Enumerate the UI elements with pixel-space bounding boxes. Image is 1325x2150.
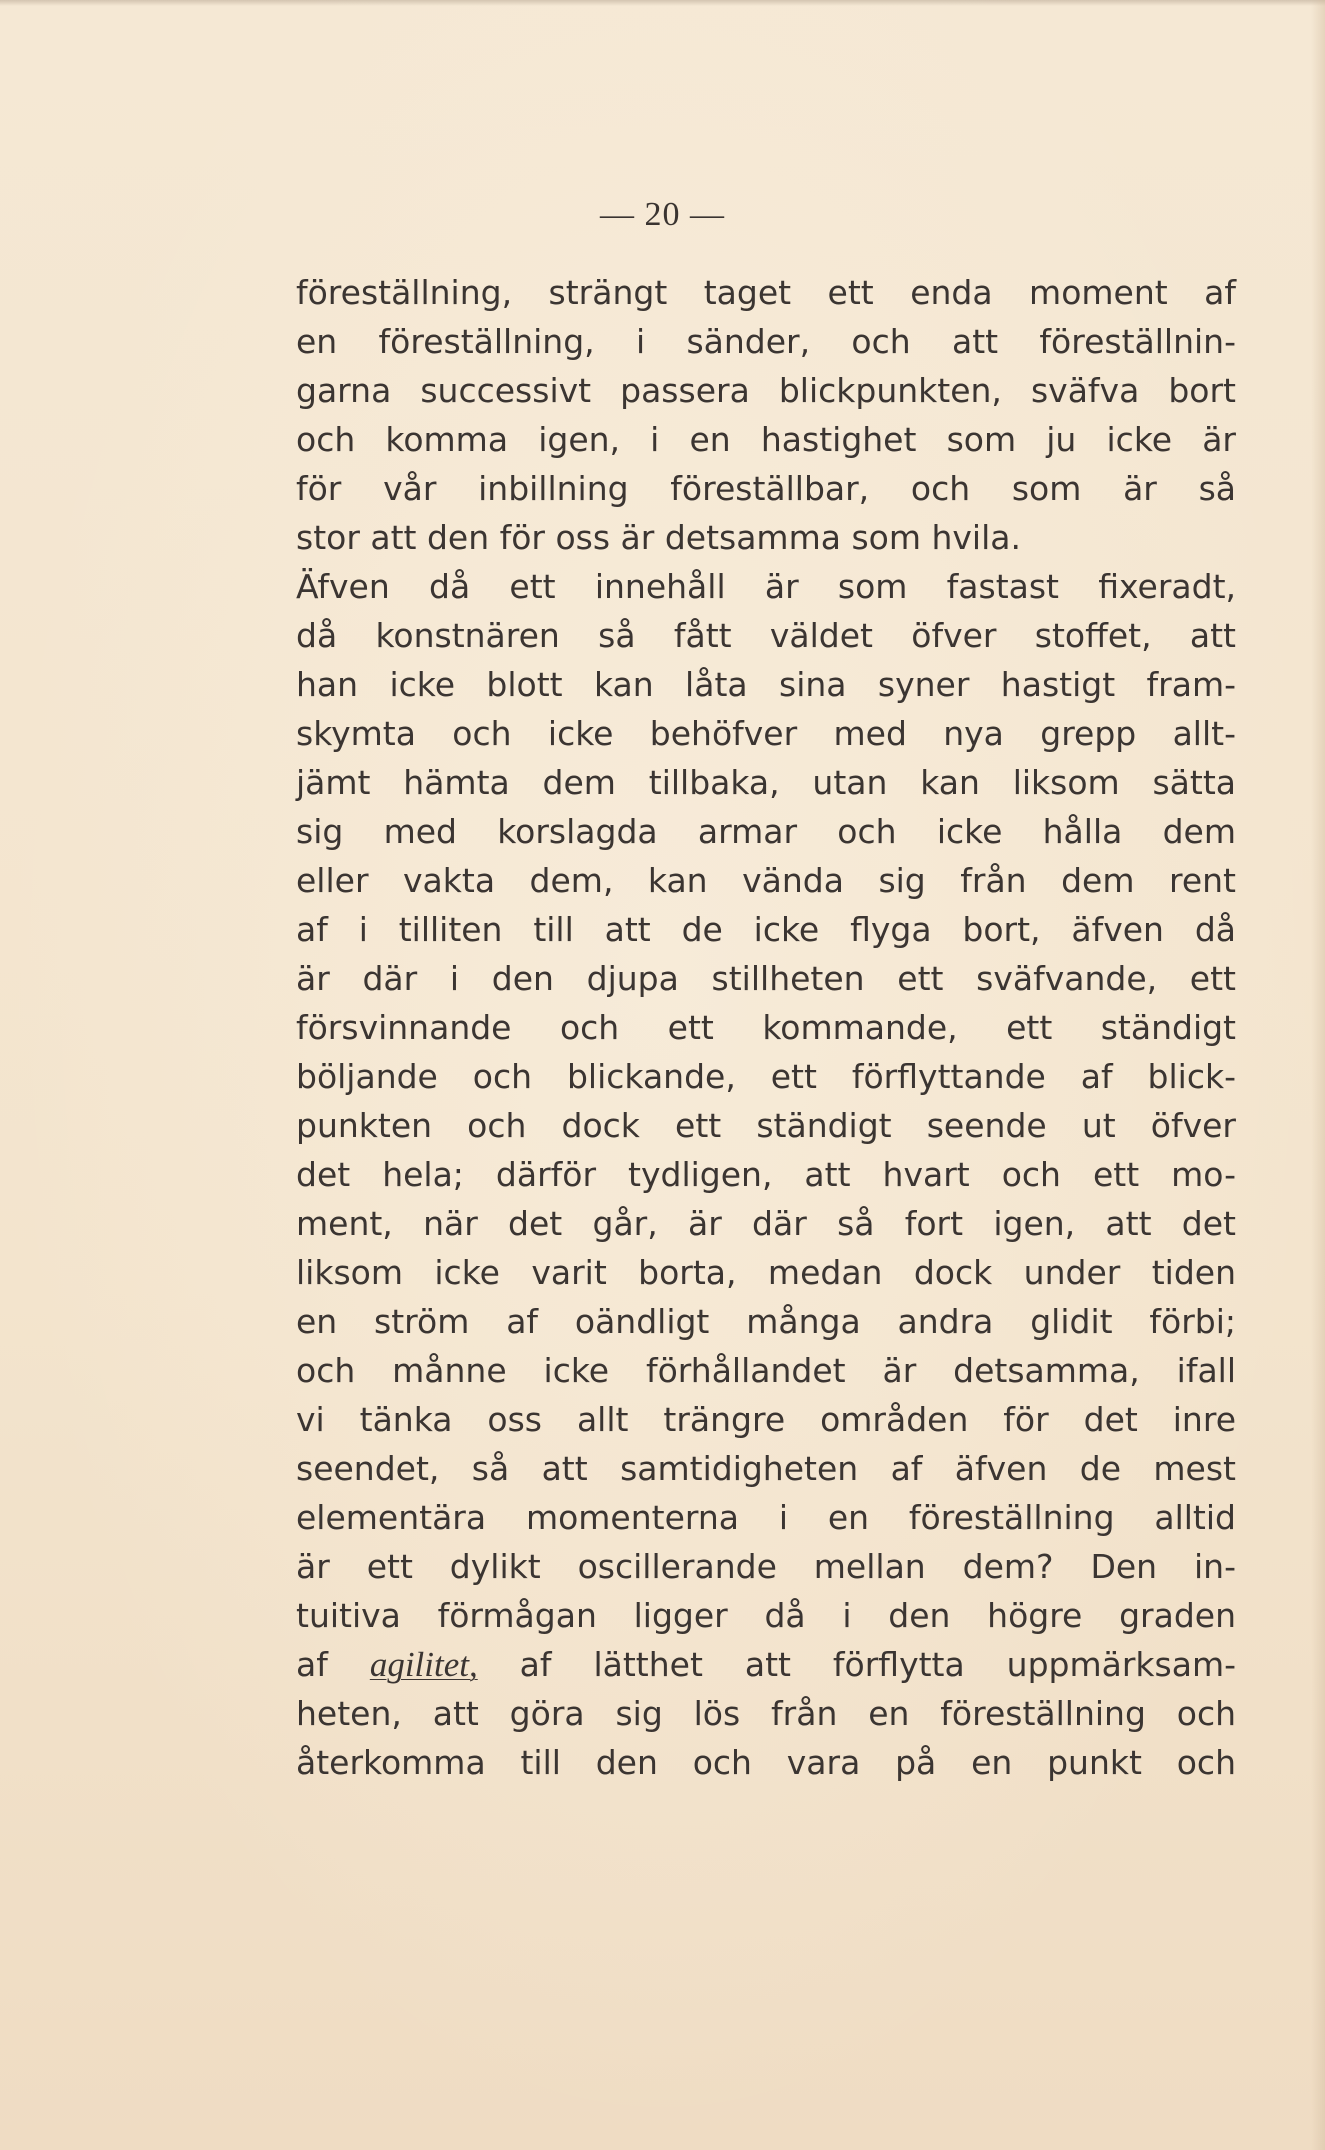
text-line: föreställning, strängt taget ett enda moment af bbox=[296, 273, 1236, 312]
text-line: ment, när det går, är där så fort igen, att det bbox=[296, 1204, 1236, 1243]
text-line: en föreställning, i sänder, och att föreställnin- bbox=[296, 322, 1236, 361]
text-line: eller vakta dem, kan vända sig från dem rent bbox=[296, 861, 1236, 900]
text-line: en ström af oändligt många andra glidit förbi; bbox=[296, 1302, 1236, 1341]
text-line: det hela; därför tydligen, att hvart och ett mo- bbox=[296, 1155, 1236, 1194]
text-line: försvinnande och ett kommande, ett ständigt bbox=[296, 1008, 1236, 1047]
page-top-edge bbox=[0, 0, 1325, 6]
emphasized-word: agilitet, bbox=[369, 1645, 478, 1684]
text-line: jämt hämta dem tillbaka, utan kan liksom sätta bbox=[296, 763, 1236, 802]
text-line: då konstnären så fått väldet öfver stoffet, att bbox=[296, 616, 1236, 655]
text-line: han icke blott kan låta sina syner hastigt fram- bbox=[296, 665, 1236, 704]
text-line: af i tilliten till att de icke flyga bort, äfven då bbox=[296, 910, 1236, 949]
text-line: böljande och blickande, ett förflyttande af blick- bbox=[296, 1057, 1236, 1096]
text-line: är ett dylikt oscillerande mellan dem? Den in- bbox=[296, 1547, 1236, 1586]
text-line: skymta och icke behöfver med nya grepp allt- bbox=[296, 714, 1236, 753]
text-line: är där i den djupa stillheten ett sväfvande, ett bbox=[296, 959, 1236, 998]
text-line: sig med korslagda armar och icke hålla dem bbox=[296, 812, 1236, 851]
page-right-edge bbox=[1311, 0, 1325, 2150]
text-line: stor att den för oss är detsamma som hvila. bbox=[296, 518, 1021, 557]
text-fragment: af bbox=[296, 1645, 370, 1684]
text-line: Äfven då ett innehåll är som fastast fixeradt, bbox=[296, 567, 1236, 606]
text-line: vi tänka oss allt trängre områden för det inre bbox=[296, 1400, 1236, 1439]
text-line: elementära momenterna i en föreställning alltid bbox=[296, 1498, 1236, 1537]
body-text bbox=[296, 268, 1236, 1787]
text-line: för vår inbillning föreställbar, och som är så bbox=[296, 469, 1236, 508]
text-line: garna successivt passera blickpunkten, sväfva bort bbox=[296, 371, 1236, 410]
text-line: punkten och dock ett ständigt seende ut öfver bbox=[296, 1106, 1236, 1145]
page-number: — 20 — bbox=[600, 196, 725, 233]
text-line: och komma igen, i en hastighet som ju icke är bbox=[296, 420, 1236, 459]
text-line: återkomma till den och vara på en punkt och bbox=[296, 1743, 1236, 1782]
text-line: liksom icke varit borta, medan dock under tiden bbox=[296, 1253, 1236, 1292]
text-line: seendet, så att samtidigheten af äfven de mest bbox=[296, 1449, 1236, 1488]
text-line: och månne icke förhållandet är detsamma, ifall bbox=[296, 1351, 1236, 1390]
text-line: tuitiva förmågan ligger då i den högre graden bbox=[296, 1596, 1236, 1635]
text-fragment: af lätthet att förflytta uppmärksam- bbox=[477, 1645, 1236, 1684]
text-line: heten, att göra sig lös från en föreställning och bbox=[296, 1694, 1236, 1733]
text-line-with-emphasis bbox=[296, 1640, 1236, 1689]
